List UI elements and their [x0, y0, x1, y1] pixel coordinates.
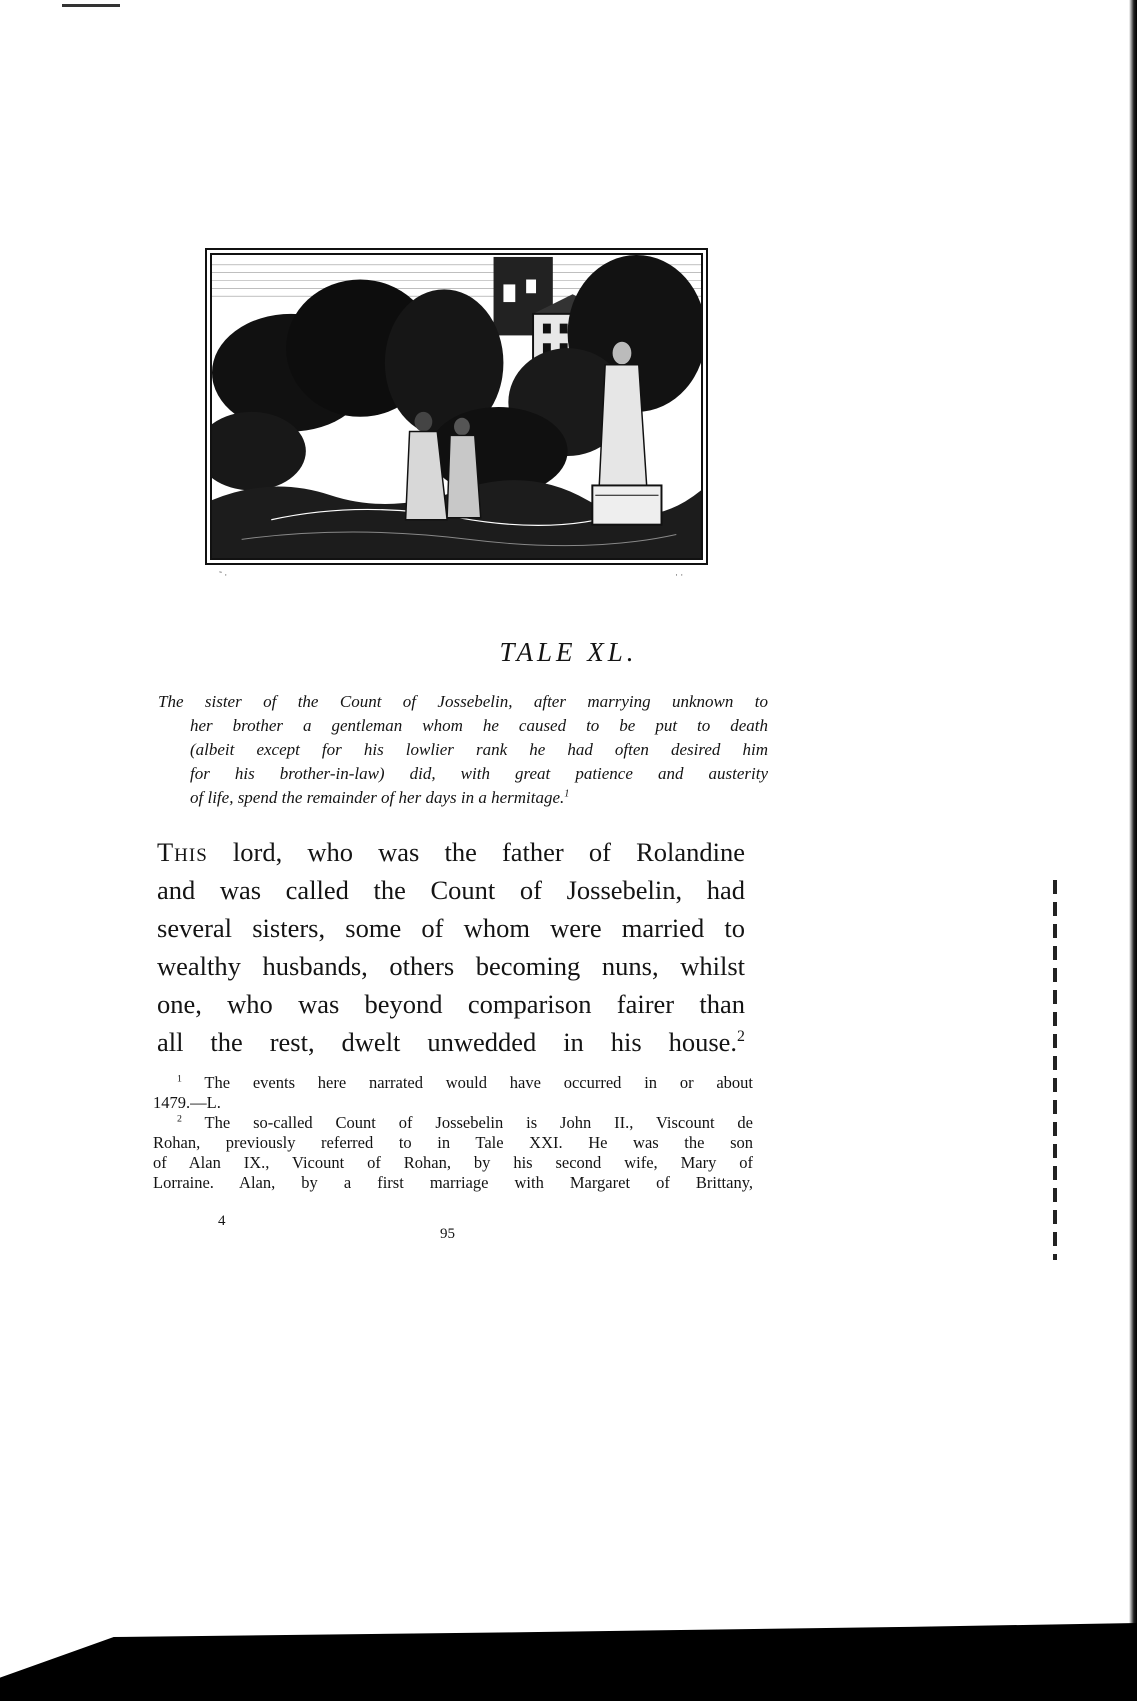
- body-line: wealthy husbands, others becoming nuns, whilst: [157, 951, 745, 981]
- engraving-garden-scene-icon: [212, 255, 701, 558]
- footnote-line: 1479.—L.: [153, 1093, 221, 1112]
- footnote-line: of Alan IX., Vicount of Rohan, by his second wife, Mary of: [153, 1153, 753, 1172]
- summary-line: for his brother-in-law) did, with great patience and austerity: [190, 764, 768, 783]
- signature-mark: 4: [218, 1213, 226, 1229]
- engraved-illustration: [205, 248, 708, 565]
- footnote-ref: 1: [564, 788, 570, 800]
- scan-corner-mark: [62, 4, 120, 7]
- tale-summary: [158, 690, 768, 810]
- footnote-marker: 2: [177, 1113, 182, 1125]
- summary-line: The sister of the Count of Jossebelin, after marrying unknown to: [158, 692, 768, 711]
- page-number: 95: [440, 1226, 455, 1242]
- footnote-ref: 2: [737, 1028, 745, 1046]
- footnote-line: Lorraine. Alan, by a first marriage with Margaret of Brittany,: [153, 1173, 753, 1192]
- footnote-line: $^2$ The so-called Count of Jossebelin is John II., Viscount de: [177, 1113, 754, 1132]
- tale-title: TALE XL.: [499, 637, 638, 667]
- footnote-marker: 1: [177, 1073, 182, 1085]
- summary-line: her brother a gentleman whom he caused to be put to death: [190, 716, 768, 735]
- footnotes: [153, 1073, 753, 1193]
- body-line: all the rest, dwelt unwedded in his house.$^2$: [157, 1027, 745, 1057]
- summary-line: (albeit except for his lowlier rank he had often desired him: [190, 740, 768, 759]
- body-line: several sisters, some of whom were married to: [157, 913, 745, 943]
- body-paragraph: [157, 833, 745, 1061]
- summary-line: of life, spend the remainder of her days in a hermitage.$^1$: [190, 788, 570, 807]
- scan-shadow-right: [1129, 0, 1137, 1701]
- scan-edge-marks: [1053, 880, 1057, 1260]
- body-line: This lord, who was the father of Rolandine: [157, 837, 745, 867]
- body-line: and was called the Count of Jossebelin, had: [157, 875, 745, 905]
- scan-shadow-bottom: [0, 1623, 1137, 1701]
- footnote-line: Rohan, previously referred to in Tale XXI. He was the son: [153, 1133, 753, 1152]
- body-line: one, who was beyond comparison fairer than: [157, 989, 745, 1019]
- footnote-line: $^1$ The events here narrated would have occurred in or about: [177, 1073, 753, 1092]
- lead-word: This: [157, 837, 208, 867]
- plate-marks: ˜ · · ·: [219, 570, 684, 580]
